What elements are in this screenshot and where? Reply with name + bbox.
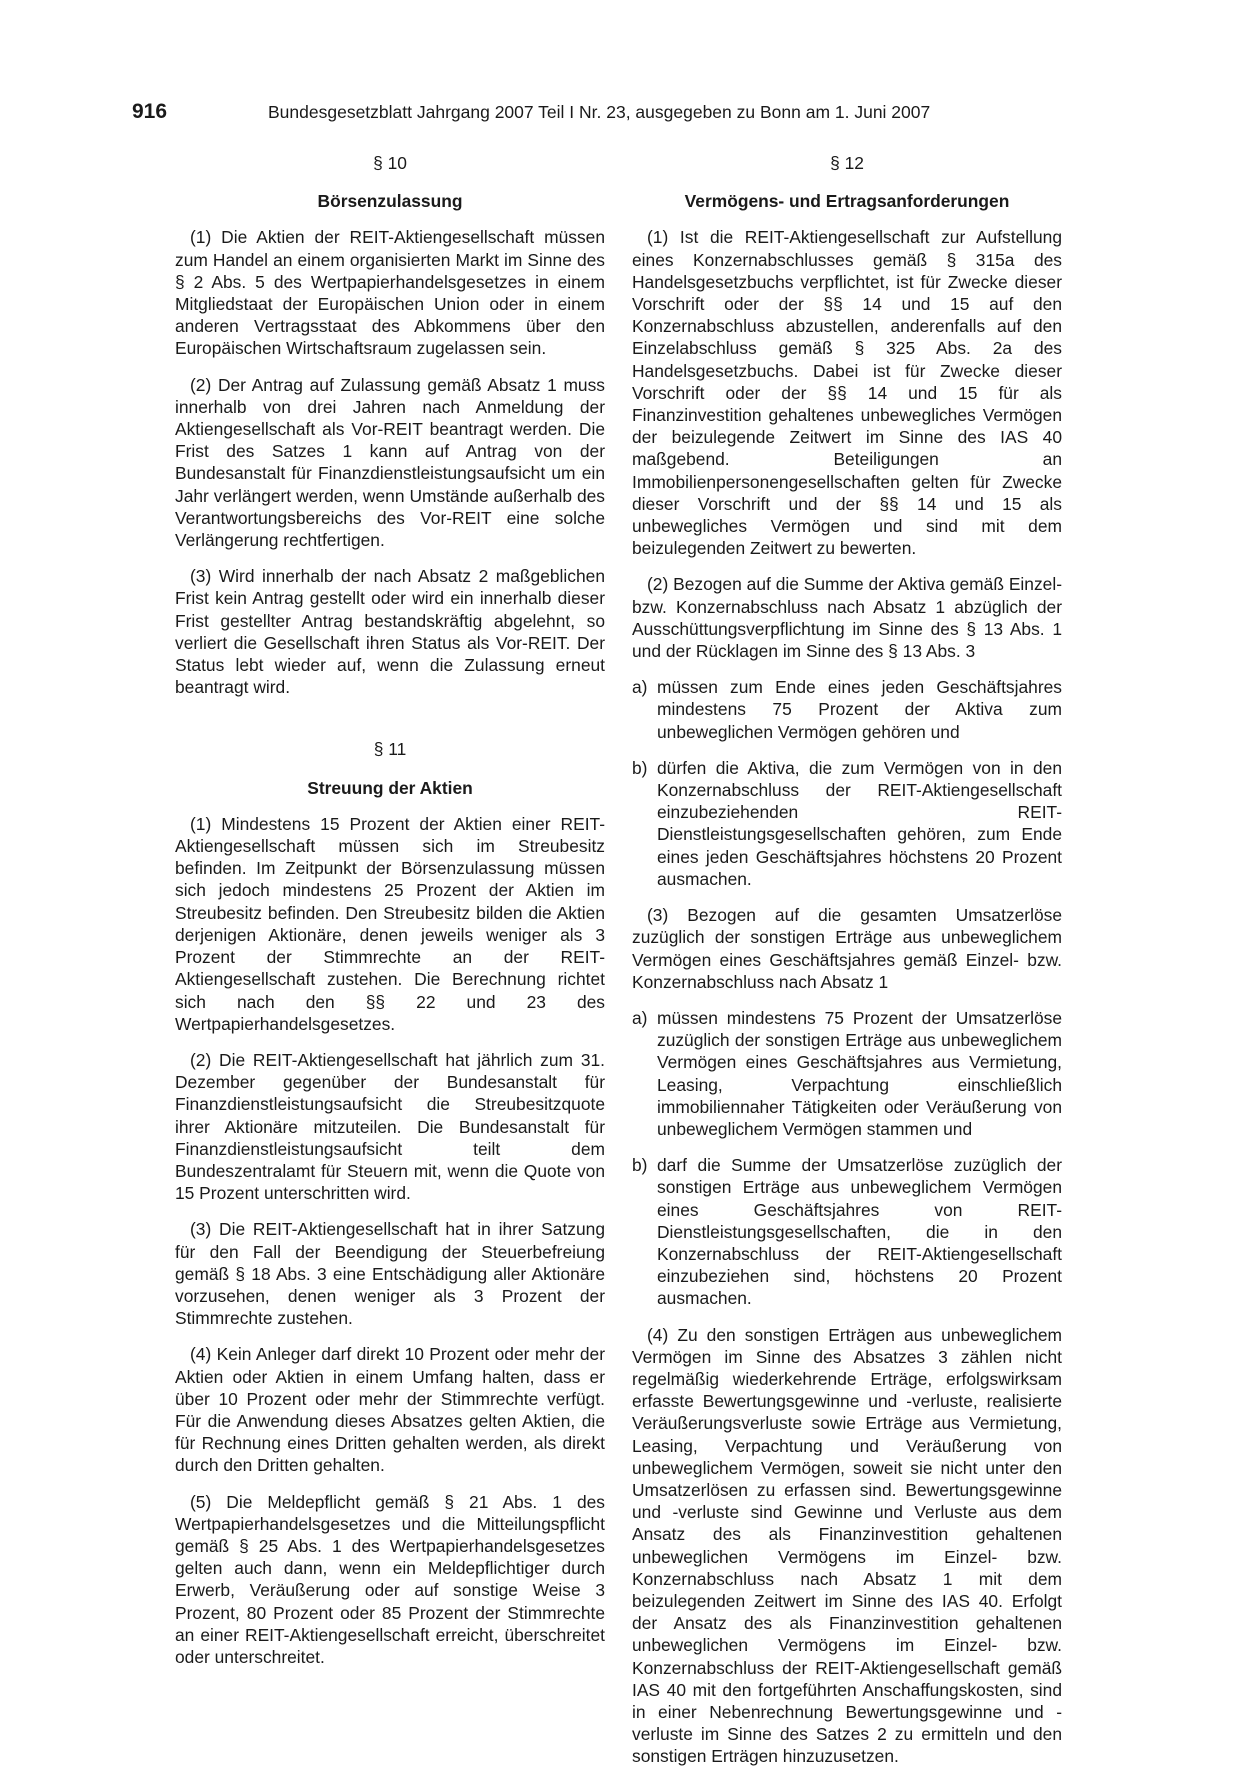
section-11-paragraph-2: (2) Die REIT-Aktiengesellschaft hat jährlich zum 31. Dezember gegenüber der Bundesanstalt für Finanzdienstleistungsaufsicht die Streubesitzquote ihrer Aktionäre mitzuteilen. Die Bundesanstalt für Finanzdienstleistungsaufsicht teilt dem Bundeszentralamt für Steuern mit, wenn die Quote von 15 Prozent unterschritten wird.	[175, 1049, 605, 1204]
section-11-paragraph-3: (3) Die REIT-Aktiengesellschaft hat in ihrer Satzung für den Fall der Beendigung der Steuerbefreiung gemäß § 18 Abs. 3 eine Entschädigung aller Aktionäre vorzusehen, denen weniger als 3 Prozent der Stimmrechte zustehen.	[175, 1219, 605, 1329]
section-12-number: § 12	[830, 153, 864, 173]
section-12-paragraph-2-item-a	[632, 676, 1062, 743]
page-header	[132, 100, 972, 130]
right-column	[632, 152, 1062, 1782]
section-12-paragraph-4: (4) Zu den sonstigen Erträgen aus unbeweglichem Vermögen im Sinne des Absatzes 3 zählen nicht regelmäßig wiederkehrende Erträge, erfolgswirksam erfasste Bewertungsgewinne und -verluste, realisierte Veräußerungsverluste sowie Erträge aus Vermietung, Leasing, Verpachtung und Veräußerung von unbeweglichem Vermögen, soweit sie nicht unter den Umsatzerlösen zu erfassen sind. Bewertungsgewinne und -verluste sind Gewinne und Verluste aus dem Ansatz des als Finanzinvestition gehaltenen unbeweglichen Vermögens im Einzel- bzw. Konzernabschluss nach Absatz 1 mit dem beizulegenden Zeitwert im Sinne des IAS 40. Erfolgt der Ansatz des als Finanzinvestition gehaltenen unbeweglichen Vermögens im Einzel- bzw. Konzernabschluss der REIT-Aktiengesellschaft gemäß IAS 40 mit den fortgeführten Anschaffungskosten, sind in einer Nebenrechnung Bewertungsgewinne und -verluste im Sinne des Satzes 2 zu ermitteln und den sonstigen Erträgen hinzuzusetzen.	[632, 1324, 1062, 1767]
section-10-paragraph-1: (1) Die Aktien der REIT-Aktiengesellschaft müssen zum Handel an einem organisierten Markt im Sinne des § 2 Abs. 5 des Wertpapierhandelsgesetzes in einem Mitgliedstaat der Europäischen Union oder in einem anderen Vertragsstaat des Abkommens über den Europäischen Wirtschaftsraum zugelassen sein.	[175, 227, 605, 359]
item-letter: a)	[632, 1007, 648, 1028]
section-12-paragraph-3: (3) Bezogen auf die gesamten Umsatzerlöse zuzüglich der sonstigen Erträge aus unbeweglichem Vermögen eines Geschäftsjahres gemäß Einzel- bzw. Konzernabschluss nach Absatz 1	[632, 905, 1062, 992]
item-text: darf die Summe der Umsatzerlöse zuzüglich der sonstigen Erträge aus unbeweglichem Vermögen eines Geschäftsjahres von REIT-Dienstleistungsgesellschaften, die in den Konzernabschluss der REIT-Aktiengesellschaft einzubeziehen sind, höchstens 20 Prozent ausmachen.	[657, 1155, 1062, 1309]
section-11-paragraph-1: (1) Mindestens 15 Prozent der Aktien einer REIT-Aktiengesellschaft müssen sich im Streubesitz befinden. Im Zeitpunkt der Börsenzulassung müssen sich jedoch mindestens 25 Prozent der Aktien im Streubesitz befinden. Den Streubesitz bilden die Aktien derjenigen Aktionäre, denen jeweils weniger als 3 Prozent der Stimmrechte an der REIT-Aktiengesellschaft zustehen. Die Berechnung richtet sich nach den §§ 22 und 23 des Wertpapierhandelsgesetzes.	[175, 813, 605, 1034]
section-12-paragraph-2: (2) Bezogen auf die Summe der Aktiva gemäß Einzel- bzw. Konzernabschluss nach Absatz 1 abzüglich der Ausschüttungsverpflichtung im Sinne des § 13 Abs. 1 und der Rücklagen im Sinne des § 13 Abs. 3	[632, 574, 1062, 662]
section-12-paragraph-1: (1) Ist die REIT-Aktiengesellschaft zur Aufstellung eines Konzernabschlusses gemäß § 315a des Handelsgesetzbuchs verpflichtet, ist für Zwecke dieser Vorschrift oder der §§ 14 und 15 auf den Konzernabschluss abzustellen, anderenfalls auf den Einzelabschluss gemäß § 325 Abs. 2a des Handelsgesetzbuchs. Dabei ist für Zwecke dieser Vorschrift oder der §§ 14 und 15 für als Finanzinvestition gehaltenes unbewegliches Vermögen der beizulegende Zeitwert im Sinne des IAS 40 maßgebend. Beteiligungen an Immobilienpersonengesellschaften gelten für Zwecke dieser Vorschrift und der §§ 14 und 15 als unbewegliches Vermögen und sind mit dem beizulegenden Zeitwert zu bewerten.	[632, 227, 1062, 559]
item-letter: b)	[632, 757, 648, 778]
section-spacer	[175, 712, 605, 738]
section-11-paragraph-4: (4) Kein Anleger darf direkt 10 Prozent oder mehr der Aktien oder Aktien in einem Umfang halten, dass er über 10 Prozent oder mehr der Stimmrechte verfügt. Für die Anwendung dieses Absatzes gelten Aktien, die für Rechnung eines Dritten gehalten werden, als direkt durch den Dritten gehalten.	[175, 1344, 605, 1476]
section-12-paragraph-2-item-b	[632, 757, 1062, 890]
item-text: müssen zum Ende eines jeden Geschäftsjahres mindestens 75 Prozent der Aktiva zum unbeweglichen Vermögen gehören und	[657, 677, 1062, 742]
section-10-title: Börsenzulassung	[317, 191, 463, 212]
section-12-paragraph-3-item-b	[632, 1154, 1062, 1309]
section-10-paragraph-3: (3) Wird innerhalb der nach Absatz 2 maßgeblichen Frist kein Antrag gestellt oder wird ein innerhalb dieser Frist gestellter Antrag bestandskräftig abgelehnt, so verliert die Gesellschaft ihren Status als Vor-REIT. Der Status lebt wieder auf, wenn die Zulassung erneut beantragt wird.	[175, 566, 605, 698]
left-column	[175, 152, 605, 1682]
running-title: Bundesgesetzblatt Jahrgang 2007 Teil I Nr. 23, ausgegeben zu Bonn am 1. Juni 2007	[268, 102, 931, 122]
item-text: müssen mindestens 75 Prozent der Umsatzerlöse zuzüglich der sonstigen Erträge aus unbeweglichem Vermögen eines Geschäftsjahres aus Vermietung, Leasing, Verpachtung einschließlich immobiliennaher Tätigkeiten oder Veräußerung von unbeweglichem Vermögen stammen und	[657, 1007, 1062, 1139]
section-11-title: Streuung der Aktien	[307, 777, 473, 798]
item-letter: a)	[632, 677, 648, 698]
section-11-number: § 11	[373, 739, 407, 760]
page-number: 916	[132, 100, 168, 123]
item-text: dürfen die Aktiva, die zum Vermögen von in den Konzernabschluss der REIT-Aktiengesellschaft einzubeziehenden REIT-Dienstleistungsgesellschaften gehören, zum Ende eines jeden Geschäftsjahres höchstens 20 Prozent ausmachen.	[657, 757, 1062, 889]
section-11-paragraph-5: (5) Die Meldepflicht gemäß § 21 Abs. 1 des Wertpapierhandelsgesetzes und die Mitteilungspflicht gemäß § 25 Abs. 1 des Wertpapierhandelsgesetzes gelten auch dann, wenn ein Meldepflichtiger durch Erwerb, Veräußerung oder auf sonstige Weise 3 Prozent, 80 Prozent oder 85 Prozent der Stimmrechte an einer REIT-Aktiengesellschaft erreicht, überschreitet oder unterschreitet.	[175, 1491, 605, 1667]
section-12-title: Vermögens- und Ertragsanforderungen	[684, 191, 1010, 212]
section-10-paragraph-2: (2) Der Antrag auf Zulassung gemäß Absatz 1 muss innerhalb von drei Jahren nach Anmeldung der Aktiengesellschaft als Vor-REIT beantragt werden. Die Frist des Satzes 1 kann auf Antrag von der Bundesanstalt für Finanzdienstleistungsaufsicht um ein Jahr verlängert werden, wenn Umstände außerhalb des Verantwortungsbereichs des Vor-REIT eine solche Verlängerung rechtfertigen.	[175, 374, 605, 551]
section-12-paragraph-3-item-a	[632, 1007, 1062, 1140]
item-letter: b)	[632, 1155, 648, 1176]
section-10-number: § 10	[373, 153, 407, 173]
